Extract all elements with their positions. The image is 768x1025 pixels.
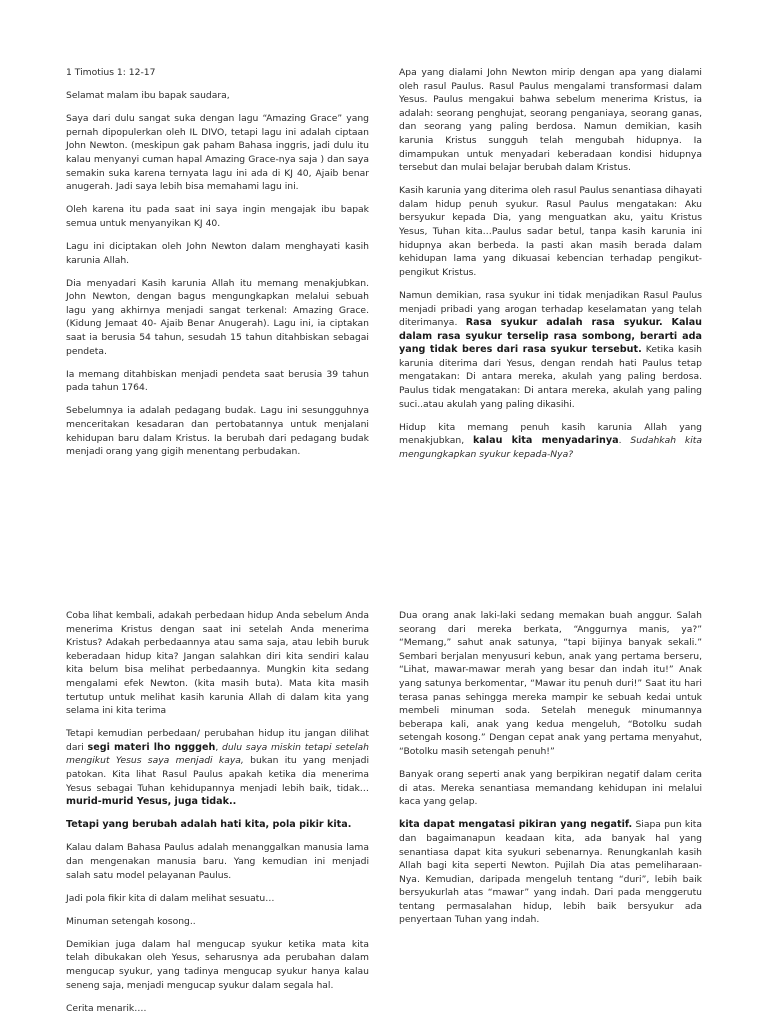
bible-reference	[66, 66, 369, 80]
paragraph	[66, 892, 369, 906]
text-run: Kasih karunia yang diterima oleh rasul Paulus senantiasa dihayati dalam hidup penuh syukur. Rasul Paulus mengatakan: Aku bersyukur kepada Dia, yang menguatkan aku, yaitu Kristus Yesus, Tuhan kita…Paulus sadar betul, tanpa kasih karunia ini hidupnya akan berbeda. Ia pasti akan masih berada dalam kehidupan lama yang dikuasai kebencian terhadap pengikut-pengikut Kristus.	[399, 185, 702, 278]
bold-emphasis: Rasa syukur adalah rasa syukur. Kalau dalam rasa syukur terselip rasa sombong, berarti ada yang tidak beres dari rasa syukur tersebut.	[399, 317, 703, 356]
paragraph	[399, 289, 702, 411]
paragraph	[66, 203, 369, 230]
text-run: Banyak orang seperti anak yang berpikiran negatif dalam cerita di atas. Mereka senantiasa memandang kehidupan ini melalui kaca yang gelap.	[399, 769, 702, 808]
text-run: Namun demikian, rasa syukur ini tidak menjadikan Rasul Paulus menjadi pribadi yang arogan terhadap keselamatan yang telah diterimanya.	[399, 289, 702, 329]
text-run: Hidup kita memang penuh kasih karunia Allah yang menakjubkan,	[399, 421, 702, 447]
paragraph	[399, 609, 702, 759]
paragraph	[66, 1002, 369, 1016]
paragraph	[66, 112, 369, 194]
italic-emphasis: dulu saya miskin tetapi setelah mengikut Yesus saya menjadi kaya,	[66, 741, 369, 767]
paragraph	[66, 915, 369, 929]
text-run: Jadi pola fikir kita di dalam melihat sesuatu…	[66, 892, 275, 904]
text-run: Minuman setengah kosong..	[66, 915, 196, 927]
bold-emphasis: segi materi lho ngggeh	[87, 741, 216, 753]
text-run: Apa yang dialami John Newton mirip dengan apa yang dialami oleh rasul Paulus. Rasul Paulus mengalami transformasi dalam Yesus. Paulus mengakui bahwa sebelum menerima Kristus, ia adalah: seorang penghujat, seorang penganiaya, seorang ganas, dan seorang yang paling berdosa. Namun demikian, kasih karunia Kristus sungguh telah mengubah hidupnya. Ia dimampukan untuk menyadari keberadaan kondisi hidupnya tersebut dan mulai belajar berubah dalam Kristus.	[399, 67, 702, 174]
text-run: ,	[215, 741, 223, 753]
text-run: Coba lihat kembali, adakah perbedaan hidup Anda sebelum Anda menerima Kristus dengan saat ini setelah Anda menerima Kristus? Adakah perbedaannya atau sama saja, atau lebih buruk keberadaan hidup kita? Jangan salahkan diri kita sendiri kalau kita belum bisa melihat perbedaannya. Mungkin kita sedang mengalami efek Newton. (kita masih buta). Mata kita masih tertutup untuk melihat kasih karunia Allah di dalam kita yang selama ini kita terima	[66, 610, 369, 717]
text-run: bukan itu yang menjadi patokan. Kita lihat Rasul Paulus apakah ketika dia menerima Yesus sebagai Tuhan kehidupannya menjadi lebih baik, tidak…	[66, 755, 369, 794]
paragraph	[66, 368, 369, 395]
paragraph	[66, 609, 369, 718]
bold-emphasis: kalau kita menyadarinya	[472, 435, 619, 447]
paragraph	[66, 818, 369, 832]
text-run: 1 Timotius 1: 12-17	[66, 67, 156, 78]
greeting	[66, 89, 369, 103]
top-left-column	[66, 66, 369, 468]
text-run: Lagu ini diciptakan oleh John Newton dalam menghayati kasih karunia Allah.	[66, 240, 369, 266]
paragraph	[66, 841, 369, 882]
text-run: Selamat malam ibu bapak saudara,	[66, 90, 230, 102]
text-run: Kalau dalam Bahasa Paulus adalah menanggalkan manusia lama dan mengenakan manusia baru. Yang kemudian ini menjadi salah satu model pelayanan Paulus.	[66, 842, 369, 881]
paragraph	[66, 277, 369, 359]
text-run: Dia menyadari Kasih karunia Allah itu memang menakjubkan. John Newton, dengan bagus mengungkapkan melalui sebuah lagu yang akhirnya menjadi sangat terkenal: Amazing Grace. (Kidung Jemaat 40- Ajaib Benar Anugerah). Lagu ini, ia ciptakan saat ia berusia 54 tahun, sesudah 15 tahun ditahbiskan sebagai pendeta.	[66, 277, 369, 357]
text-run: Ketika kasih karunia diterima dari Yesus, dengan rendah hati Paulus tetap mengatakan: Di antara mereka, akulah yang paling berdosa. Paulus tidak mengatakan: Di antara mereka, akulah yang paling suci..atau akulah yang paling dikasihi.	[399, 344, 702, 410]
bottom-right-column	[399, 609, 702, 937]
paragraph	[399, 184, 702, 279]
top-right-column	[399, 66, 702, 471]
text-run: Dua orang anak laki-laki sedang memakan buah anggur. Salah seorang dari mereka berkata, “Anggurnya manis, ya?” “Memang,” sahut anak satunya, “tapi bijinya banyak sekali.” Sembari berjalan menyusuri kebun, anak yang pertama berseru, “Lihat, mawar-mawar merah yang besar dan indah itu!” Anak yang satunya berkomentar, “Mawar itu penuh duri!” Saat itu hari terasa panas sehingga mereka mampir ke sebuah kedai untuk membeli minuman soda. Setelah meneguk minumannya beberapa kali, anak yang kedua mengeluh, “Botolku sudah setengah kosong.” Dengan cepat anak yang pertama menyahut, “Botolku masih setengah penuh!”	[399, 610, 702, 757]
text-run: Demikian juga dalam hal mengucap syukur ketika mata kita telah dibukakan oleh Yesus, seharusnya ada perubahan dalam mengucap syukur, yang tadinya mengucap syukur hanya kalau seneng saja, menjadi mengucap syukur dalam segala hal.	[66, 938, 369, 991]
paragraph	[66, 938, 369, 992]
bold-emphasis: murid-murid Yesus, juga tidak..	[66, 796, 237, 808]
paragraph	[399, 768, 702, 809]
bold-emphasis: kita dapat mengatasi pikiran yang negatif.	[399, 819, 633, 831]
paragraph	[66, 727, 369, 809]
text-run: Siapa pun kita dan bagaimanapun keadaan kita, ada banyak hal yang senantiasa dapat kita syukuri sebenarnya. Renungkanlah kasih Allah bagi kita seperti Newton. Pujilah Dia atas pemeliharaan-Nya. Kemudian, daripada mengeluh tentang “duri”, lebih baik bersyukurlah atas “mawar” yang indah. Dari pada menggerutu tentang permasalahan hidup, lebih baik bersyukur ada penyertaan Tuhan yang indah.	[399, 819, 703, 926]
text-run: Sebelumnya ia adalah pedagang budak. Lagu ini sesungguhnya menceritakan kesadaran dan pertobatannya untuk menjalani kehidupan baru dalam Kristus. Ia berubah dari pedagang budak menjadi orang yang gigih menentang perbudakan.	[66, 405, 369, 458]
text-run: .	[618, 435, 631, 447]
paragraph	[399, 818, 702, 927]
paragraph	[66, 240, 369, 267]
text-run: Oleh karena itu pada saat ini saya ingin mengajak ibu bapak semua untuk menyanyikan KJ 40.	[66, 204, 369, 229]
text-run: Cerita menarik….	[66, 1002, 147, 1014]
text-run: Saya dari dulu sangat suka dengan lagu “Amazing Grace” yang pernah dipopulerkan oleh IL DIVO, tetapi lagu ini adalah ciptaan John Newton. (meskipun gak paham Bahasa inggris, jadi dulu itu kalau menyanyi cuman hapal Amazing Grace-nya saja ) dan saya semakin suka karena ternyata lagu ini ada di KJ 40, Ajaib benar anugerah. Jadi saya lebih bisa memahami lagu ini.	[66, 113, 369, 193]
bold-emphasis: Tetapi yang berubah adalah hati kita, pola pikir kita.	[66, 819, 352, 831]
paragraph	[399, 66, 702, 175]
paragraph	[399, 421, 702, 462]
italic-emphasis: Sudahkah kita mengungkapkan syukur kepada-Nya?	[399, 435, 703, 460]
text-run: Tetapi kemudian perbedaan/ perubahan hidup itu jangan dilihat dari	[66, 728, 369, 753]
bottom-left-column	[66, 609, 369, 1025]
paragraph	[66, 404, 369, 458]
text-run: Ia memang ditahbiskan menjadi pendeta saat berusia 39 tahun pada tahun 1764.	[66, 368, 369, 394]
